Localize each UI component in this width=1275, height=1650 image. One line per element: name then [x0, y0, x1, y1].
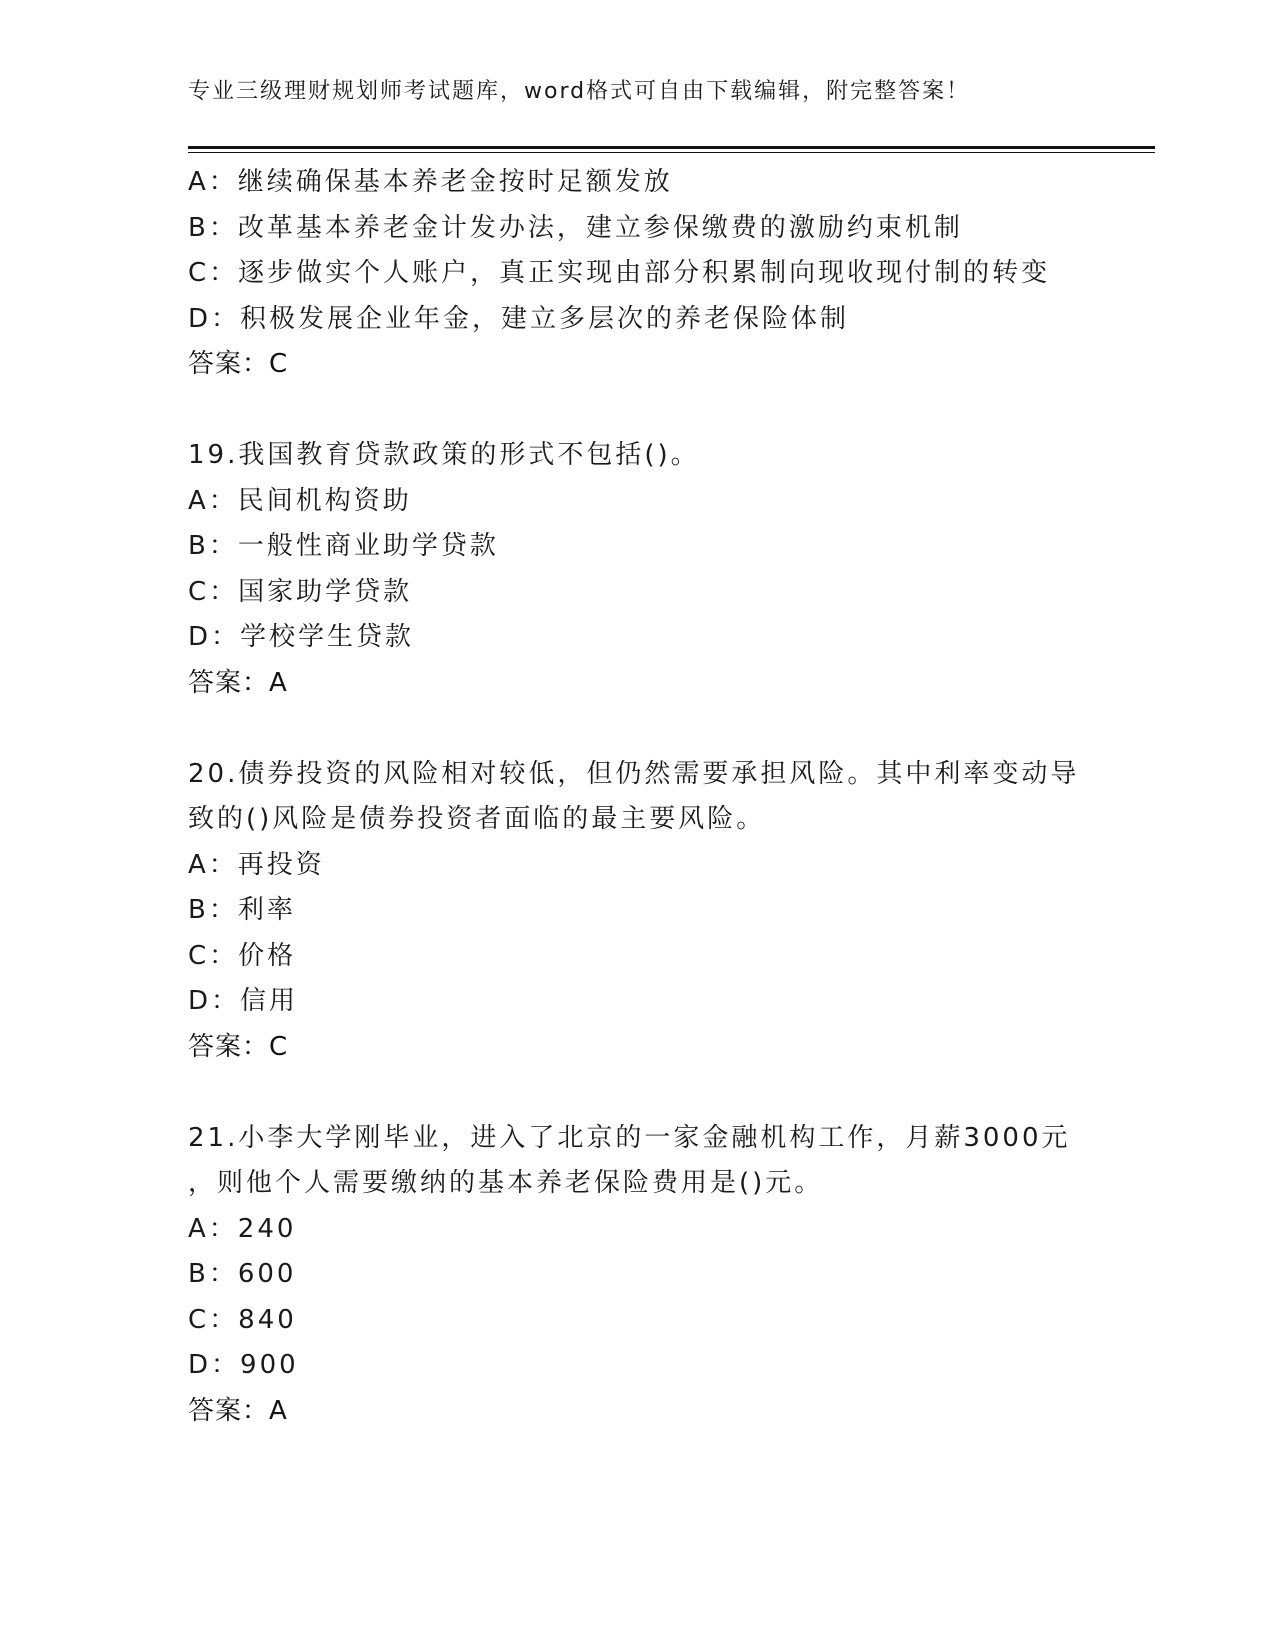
answer-line: 答案：C	[188, 349, 289, 379]
question-block	[188, 752, 1088, 1071]
option-d: D：900	[188, 1350, 299, 1380]
question-text: 20.债券投资的风险相对较低，但仍然需要承担风险。其中利率变动导	[188, 758, 1080, 789]
option-d: D：积极发展企业年金，建立多层次的养老保险体制	[188, 303, 850, 334]
option-b: B：600	[188, 1259, 297, 1289]
question-block	[188, 160, 1088, 388]
answer-line: 答案：A	[188, 667, 288, 698]
answer-line: 答案：C	[188, 1031, 289, 1062]
option-b: B：利率	[188, 895, 296, 925]
answer-line: 答案：A	[188, 1395, 288, 1426]
option-a: A：240	[188, 1213, 297, 1244]
option-a: A：民间机构资助	[188, 485, 412, 516]
block-spacer	[188, 1070, 1088, 1116]
option-d: D：信用	[188, 986, 299, 1016]
question-list	[188, 160, 1088, 1434]
option-c: C：国家助学贷款	[188, 576, 413, 607]
header-rule-thin	[188, 152, 1155, 153]
option-c: C：价格	[188, 940, 297, 971]
question-block	[188, 1116, 1088, 1435]
page-header-text: 专业三级理财规划师考试题库，word格式可自由下载编辑，附完整答案！	[188, 79, 971, 104]
option-c: C：840	[188, 1304, 297, 1335]
option-a: A：继续确保基本养老金按时足额发放	[188, 167, 673, 197]
question-text: 21.小李大学刚毕业，进入了北京的一家金融机构工作，月薪3000元	[188, 1122, 1071, 1153]
header-rule-thick	[188, 146, 1155, 149]
question-text-continued: 致的()风险是债券投资者面临的最主要风险。	[188, 804, 766, 834]
option-a: A：再投资	[188, 849, 325, 880]
option-b: B：一般性商业助学贷款	[188, 531, 499, 561]
option-b: B：改革基本养老金计发办法，建立参保缴费的激励约束机制	[188, 212, 963, 243]
question-text: 19.我国教育贷款政策的形式不包括()。	[188, 440, 700, 470]
option-d: D：学校学生贷款	[188, 622, 415, 652]
block-spacer	[188, 388, 1088, 434]
block-spacer	[188, 706, 1088, 752]
question-text-continued: ，则他个人需要缴纳的基本养老保险费用是()元。	[188, 1168, 824, 1198]
option-c: C：逐步做实个人账户，真正实现由部分积累制向现收现付制的转变	[188, 258, 1051, 288]
question-block	[188, 433, 1088, 706]
